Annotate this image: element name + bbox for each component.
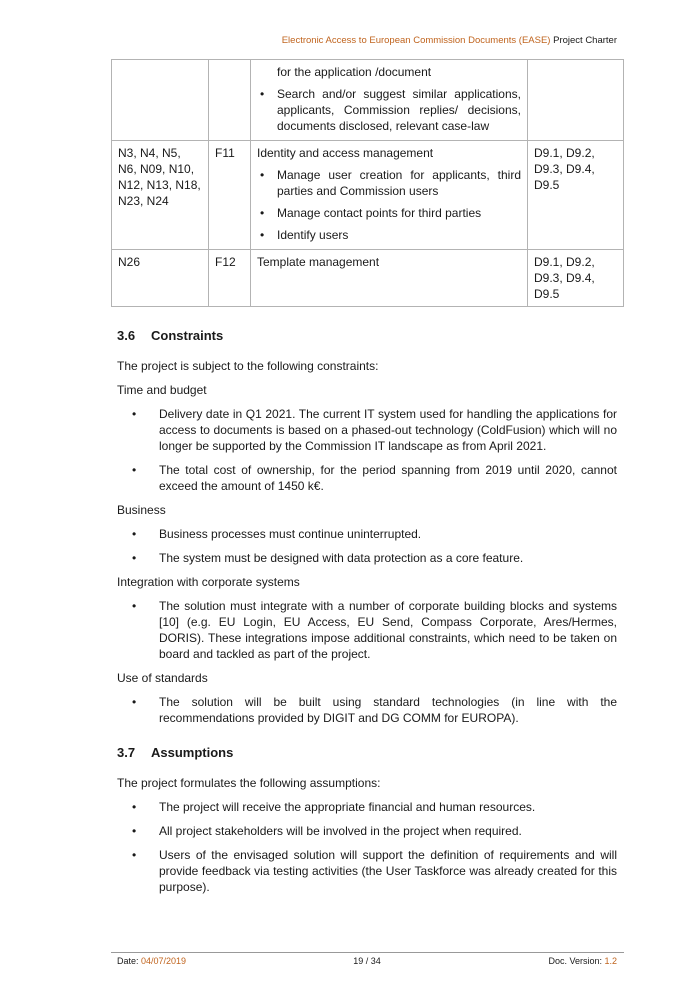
function-title: Identity and access management xyxy=(257,146,434,160)
list-item: • The project will receive the appropriate financial and human resources. xyxy=(132,800,536,814)
list-item: • Business processes must continue uninterrupted. xyxy=(132,527,422,541)
deliverables-cell: D9.1, D9.2, D9.3, D9.4, D9.5 xyxy=(528,141,624,250)
subheading: Integration with corporate systems xyxy=(117,575,300,589)
description-cell xyxy=(251,141,528,250)
list-item: • The system must be designed with data protection as a core feature. xyxy=(132,551,524,565)
list-item: • The solution must integrate with a number of corporate building blocks and systems [10] (e.g. EU Login, EU Access, EU Send, Compass Corporate, Ares/Hermes, DORIS). These integrations impose additional constraints, which need to be taken on board and tackled as part of the project. xyxy=(132,599,617,661)
list-item: • Delivery date in Q1 2021. The current IT system used for handling the applications for access to documents is based on a phased-out technology (ColdFusion) which will no longer be supported by the Commission IT landscape as from April 2021. xyxy=(132,407,617,453)
footer-page-number: 19 / 34 xyxy=(353,956,381,966)
continued-text: for the application /document xyxy=(277,65,432,79)
table-row xyxy=(112,250,624,307)
function-cell: F12 xyxy=(209,250,251,307)
function-cell xyxy=(209,60,251,141)
assumptions-section xyxy=(117,745,617,903)
section-heading: 3.7 Assumptions xyxy=(117,745,234,760)
needs-cell: N3, N4, N5, N6, N09, N10, N12, N13, N18, N23, N24 xyxy=(112,141,209,250)
constraints-section xyxy=(117,328,617,734)
bullet-list xyxy=(117,406,617,494)
list-item: • Users of the envisaged solution will support the definition of requirements and will provide feedback via testing activities (the User Taskforce was already created for this purpose). xyxy=(132,848,617,894)
description-list xyxy=(257,167,521,243)
section-heading: 3.6 Constraints xyxy=(117,328,224,343)
list-item: • All project stakeholders will be involved in the project when required. xyxy=(132,824,522,838)
footer-date: Date: 04/07/2019 xyxy=(117,956,187,966)
description-cell xyxy=(251,250,528,307)
description-cell xyxy=(251,60,528,141)
table-row xyxy=(112,141,624,250)
needs-cell xyxy=(112,60,209,141)
requirements-table xyxy=(111,59,624,307)
list-item: • Identify users xyxy=(260,228,349,242)
description-list xyxy=(257,86,521,134)
subheading: Time and budget xyxy=(117,383,207,397)
document-header-title xyxy=(282,35,617,46)
deliverables-cell: D9.1, D9.2, D9.3, D9.4, D9.5 xyxy=(528,250,624,307)
bullet-list xyxy=(117,598,617,662)
deliverables-cell xyxy=(528,60,624,141)
header-title-accent: Electronic Access to European Commission Documents (EASE) xyxy=(281,35,551,46)
subheading: Business xyxy=(117,503,166,517)
subheading: Use of standards xyxy=(117,671,208,685)
bullet-list xyxy=(117,799,617,895)
list-item: • Manage contact points for third parties xyxy=(260,206,482,220)
list-item: • The total cost of ownership, for the period spanning from 2019 until 2020, cannot exceed the amount of 1450 k€. xyxy=(132,463,617,493)
section-intro: The project formulates the following assumptions: xyxy=(117,776,381,790)
needs-cell: N26 xyxy=(112,250,209,307)
function-title: Template management xyxy=(257,255,380,269)
section-intro: The project is subject to the following constraints: xyxy=(117,359,379,373)
list-item: • The solution will be built using standard technologies (in line with the recommendations provided by DIGIT and DG COMM for EUROPA). xyxy=(132,695,617,725)
table-row xyxy=(112,60,624,141)
list-item: • Search and/or suggest similar applications, applicants, Commission replies/ decisions, documents disclosed, relevant case-law xyxy=(260,87,521,133)
bullet-list xyxy=(117,694,617,726)
bullet-list xyxy=(117,526,617,566)
header-title-rest: Project Charter xyxy=(550,35,617,46)
list-item: • Manage user creation for applicants, third parties and Commission users xyxy=(260,168,521,198)
footer-divider xyxy=(111,952,624,953)
function-cell: F11 xyxy=(209,141,251,250)
footer-version: Doc. Version: 1.2 xyxy=(548,956,617,966)
